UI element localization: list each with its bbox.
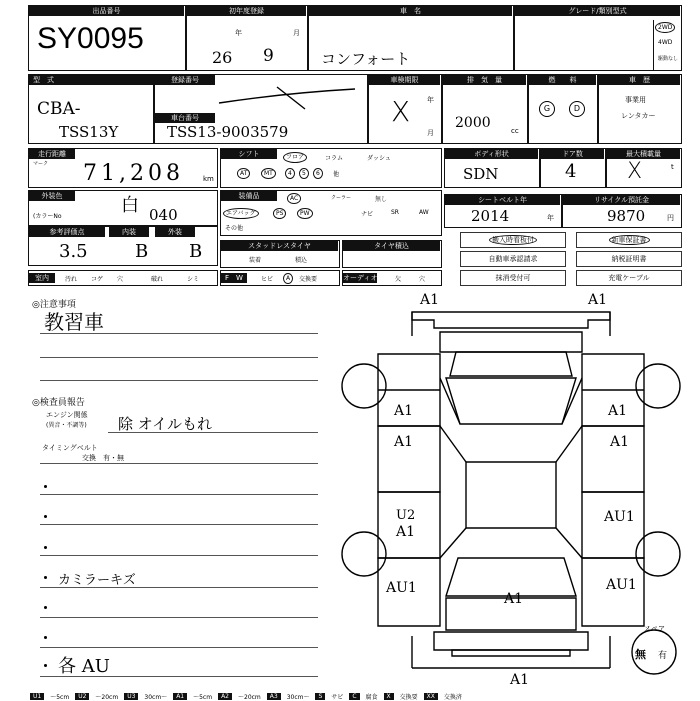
equip-cooler: クーラー xyxy=(331,195,352,201)
equipment-label: 装備品 xyxy=(221,191,277,201)
mark-trunk: A1 xyxy=(504,591,524,607)
exterior: B xyxy=(189,241,203,262)
cond-tear: 破れ xyxy=(151,276,164,283)
model-box xyxy=(28,74,154,144)
shift-4: 4 xyxy=(285,168,295,179)
shift-5: 5 xyxy=(299,168,309,179)
doc-signboard: 搬入時看板付 xyxy=(460,232,566,248)
lot-number: SY0095 xyxy=(37,22,144,55)
shift-6: 6 xyxy=(313,168,323,179)
model-label: 型 式 xyxy=(29,75,156,85)
yen-unit: 円 xyxy=(667,214,674,222)
equip-ps: PS xyxy=(273,208,286,219)
grade-box xyxy=(514,5,682,71)
note-mirror: カミラーキズ xyxy=(58,573,136,588)
reg-no-crossout xyxy=(215,83,365,113)
stud-fitted: 装着 xyxy=(249,257,262,264)
spare-label: スペア xyxy=(644,625,665,633)
mark-left-rear-a1: A1 xyxy=(396,524,416,540)
fuel-label: 燃 料 xyxy=(529,75,596,85)
fuel-d: D xyxy=(569,101,585,117)
doc-warranty: 新車保証書 xyxy=(576,232,682,248)
chassis-label: 車台番号 xyxy=(155,113,215,123)
capacity-label: 最大積載量 xyxy=(607,149,680,159)
first-reg-year: 26 xyxy=(212,48,233,67)
lot-box xyxy=(28,5,186,71)
model-line1: CBA- xyxy=(37,99,81,119)
color-no-label: (カラーNo xyxy=(33,213,62,220)
note-1: 教習車 xyxy=(44,310,104,334)
inspection-box xyxy=(368,74,442,144)
spare-option: 有 xyxy=(658,651,668,661)
fuel-g: G xyxy=(539,101,555,117)
recycle-amount: 9870 xyxy=(607,207,646,225)
inspection-value: X xyxy=(391,95,411,128)
cond-stain: シミ xyxy=(187,276,200,283)
mileage-box xyxy=(28,148,218,188)
shift-column: コラム xyxy=(325,155,343,162)
exterior-label: 外装 xyxy=(155,227,195,237)
doors-label: ドア数 xyxy=(541,149,604,159)
mileage: 71,208 xyxy=(83,161,184,186)
equip-pw: PW xyxy=(297,208,313,219)
displacement-label: 排 気 量 xyxy=(443,75,526,85)
fw-crack: ヒビ xyxy=(261,276,274,283)
shift-at: AT xyxy=(237,168,250,179)
fuel-box xyxy=(528,74,598,144)
seatbelt-year: 2014 xyxy=(471,207,510,225)
mark-right-front-door: A1 xyxy=(610,434,630,450)
color-no: 040 xyxy=(149,206,178,224)
body-label: ボディ形状 xyxy=(445,149,538,159)
cc-unit: cc xyxy=(511,127,519,135)
shift-dash: ダッシュ xyxy=(367,155,391,162)
interior-label: 内装 xyxy=(109,227,149,237)
inspection-month-unit: 月 xyxy=(427,129,434,137)
cond-burn: コゲ xyxy=(91,276,104,283)
mark-left-rear-u2: U2 xyxy=(396,508,416,523)
mark-left-fender: A1 xyxy=(394,403,414,419)
drive-none: 駆動なし xyxy=(658,56,679,62)
equip-sr: SR xyxy=(391,209,399,216)
stud-loaded: 積込 xyxy=(295,257,308,264)
first-reg-year-unit: 年 xyxy=(235,29,242,37)
seatbelt-label: シートベルト年 xyxy=(445,195,560,205)
km-unit: km xyxy=(203,175,214,183)
cond-hole: 穴 xyxy=(117,276,124,283)
inspector-title: ◎検査員報告 xyxy=(32,398,85,408)
mark-rear-bumper: A1 xyxy=(510,672,530,688)
body: SDN xyxy=(463,165,499,183)
audio-box xyxy=(342,270,442,286)
doc-tax: 納税証明書 xyxy=(576,251,682,267)
recycle-box xyxy=(562,194,682,228)
cond-dirt: 汚れ xyxy=(65,276,78,283)
mark-left-quarter: AU1 xyxy=(386,580,417,596)
color: 白 xyxy=(121,195,139,216)
mark-left-front-door: A1 xyxy=(394,434,414,450)
notes-title: ◎注意事項 xyxy=(32,300,76,310)
color-box xyxy=(28,190,218,226)
score-box xyxy=(28,226,218,266)
model-line2: TSS13Y xyxy=(59,123,119,141)
displacement: 2000 xyxy=(455,115,491,131)
fw-box xyxy=(220,270,340,286)
equip-ac: AC xyxy=(287,193,301,204)
lot-label: 出品番号 xyxy=(29,6,184,16)
fw-replace: 交換要 xyxy=(299,276,318,283)
audio-label: オーディオ xyxy=(343,274,377,282)
shift-box xyxy=(220,148,442,188)
body-box xyxy=(444,148,540,188)
mark-label: マーク xyxy=(33,161,49,167)
car-name: コンフォート xyxy=(321,50,411,68)
doc-charge-cable: 充電ケーブル xyxy=(576,270,682,286)
first-reg-box xyxy=(186,5,308,71)
equip-other: その他 xyxy=(225,225,244,232)
mark-right-rear-door: AU1 xyxy=(604,509,635,525)
engine-note: 除 オイルもれ xyxy=(118,415,213,433)
spare-value: 無 xyxy=(635,648,646,661)
doors-box xyxy=(540,148,606,188)
engine-label: エンジン関係 xyxy=(46,411,88,419)
grade-label: グレード/類別型式 xyxy=(515,6,680,16)
audio-missing: 欠 xyxy=(395,276,402,283)
color-label: 外装色 xyxy=(29,191,75,201)
mark-front-right: A1 xyxy=(588,292,608,308)
car-diagram xyxy=(340,296,690,690)
drive-4wd: 4WD xyxy=(658,39,673,46)
doc-approval: 自動車承認請求 xyxy=(460,251,566,267)
interior-cond-box xyxy=(28,270,218,286)
audio-hole: 穴 xyxy=(419,276,426,283)
stud-label: スタッドレスタイヤ xyxy=(221,241,338,251)
chassis-no: TSS13-9003579 xyxy=(167,123,289,141)
reg-box xyxy=(154,74,368,144)
interior-cond-label: 室内 xyxy=(29,273,55,283)
mark-right-quarter: AU1 xyxy=(606,577,637,593)
first-reg-month: 9 xyxy=(263,46,274,66)
interior: B xyxy=(135,241,149,262)
tire-load-label: タイヤ積込 xyxy=(343,241,440,251)
score: 3.5 xyxy=(59,241,88,262)
recycle-label: リサイクル預託金 xyxy=(563,195,680,205)
displacement-box xyxy=(442,74,528,144)
timing-exchange: 交換 有・無 xyxy=(82,454,124,462)
history-rental: レンタカー xyxy=(621,112,656,120)
inspection-year-unit: 年 xyxy=(427,96,434,104)
history-box xyxy=(598,74,682,144)
capacity: X xyxy=(627,159,643,184)
equip-navi: ナビ xyxy=(361,211,374,218)
mark-right-fender: A1 xyxy=(608,403,628,419)
fw-label: F W xyxy=(221,273,247,283)
shift-mt: MT xyxy=(261,168,276,179)
seatbelt-box xyxy=(444,194,562,228)
shift-floor: フロア xyxy=(283,152,307,163)
history-label: 車 歴 xyxy=(599,75,680,85)
doors: 4 xyxy=(565,161,577,182)
fw-a: A xyxy=(283,273,293,284)
history-business: 事業用 xyxy=(625,96,646,104)
capacity-box xyxy=(606,148,682,188)
engine-sub: (異音・不調等) xyxy=(46,422,87,429)
shift-other: 他 xyxy=(333,171,340,178)
first-reg-label: 初年度登録 xyxy=(187,6,306,16)
first-reg-month-unit: 月 xyxy=(293,29,300,37)
doc-deregister: 抹消受付可 xyxy=(460,270,566,286)
equip-none: 無し xyxy=(375,196,388,203)
inspection-label: 車検期限 xyxy=(369,75,440,85)
car-name-box xyxy=(308,5,514,71)
mark-front-left: A1 xyxy=(420,292,440,308)
ton-unit: t xyxy=(671,163,674,171)
drive-2wd: 2WD xyxy=(655,22,675,33)
equip-aw: AW xyxy=(419,209,429,216)
seatbelt-year-unit: 年 xyxy=(547,214,554,222)
note-all-au: 各 AU xyxy=(58,656,110,677)
shift-label: シフト xyxy=(221,149,277,159)
timing-label: タイミングベルト xyxy=(42,444,98,452)
car-name-label: 車 名 xyxy=(309,6,512,16)
equipment-box xyxy=(220,190,442,236)
reg-no-label: 登録番号 xyxy=(155,75,215,85)
equip-airbag: エアバッグ xyxy=(223,208,259,219)
stud-box xyxy=(220,240,340,268)
mileage-label: 走行距離 xyxy=(29,149,75,159)
damage-legend: U1 ～5cm U2 ～20cm U3 30cm～ A1 ～5cm A2 ～20cm A3 30cm～ S サビ C 腐食 X 交換要 XX 交換済 xyxy=(30,692,700,700)
tire-load-box xyxy=(342,240,442,268)
score-label: 参考評価点 xyxy=(29,227,105,237)
